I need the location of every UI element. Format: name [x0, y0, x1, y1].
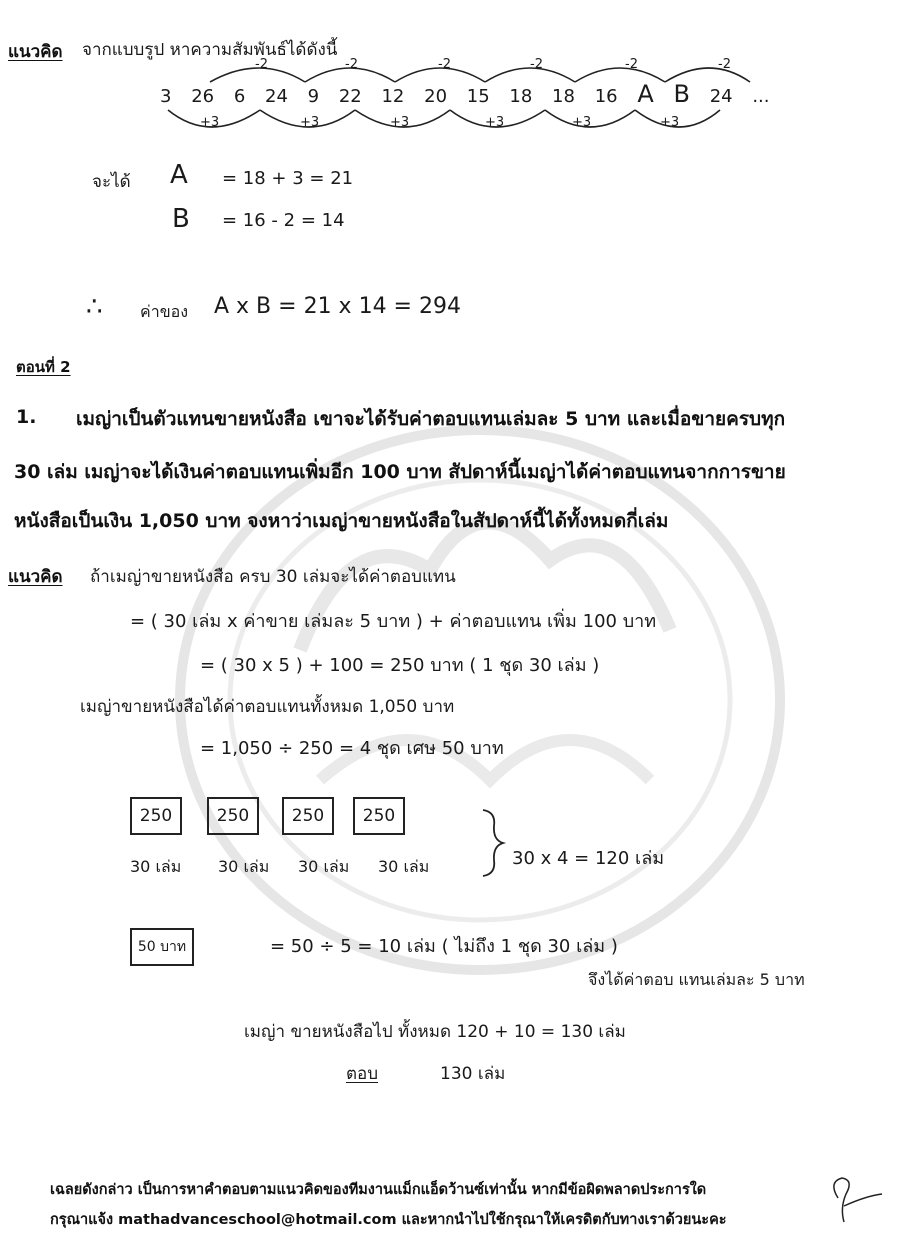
- therefore-symbol: ∴: [86, 292, 103, 322]
- seq-term: 6: [233, 86, 246, 107]
- total-line: เมญ่า ขายหนังสือไป ทั้งหมด 120 + 10 = 130 เล่ม: [244, 1022, 626, 1042]
- plus-label: +3: [390, 115, 410, 130]
- set-box: 250: [353, 797, 405, 835]
- set-box: 250: [282, 797, 334, 835]
- solution-line: เมญ่าขายหนังสือได้ค่าตอบแทนทั้งหมด 1,050 บาท: [80, 697, 455, 717]
- seq-term: 18: [552, 86, 575, 107]
- curly-brace: [478, 808, 508, 878]
- seq-term: A: [637, 80, 654, 108]
- box-caption: 30 เล่ม: [298, 857, 350, 876]
- section-heading: ตอนที่ 2: [16, 358, 71, 376]
- seq-term: 16: [594, 86, 618, 107]
- seq-term: 22: [338, 86, 362, 107]
- seq-term: 24: [265, 86, 288, 107]
- seq-term: 20: [424, 86, 448, 107]
- plus-label: +3: [200, 115, 220, 130]
- result-text: ค่าของ: [140, 302, 189, 321]
- plus-label: +3: [300, 115, 320, 130]
- var-b: B: [172, 204, 190, 234]
- therefore-word: จะได้: [92, 172, 131, 192]
- remainder-calc: = 50 ÷ 5 = 10 เล่ม ( ไม่ถึง 1 ชุด 30 เล่ม ): [270, 936, 618, 957]
- set-box: 250: [130, 797, 182, 835]
- solution-line: = ( 30 x 5 ) + 100 = 250 บาท ( 1 ชุด 30 เล่ม ): [200, 655, 600, 676]
- seq-term: 18: [509, 86, 533, 107]
- minus-label: -2: [718, 57, 731, 72]
- seq-term: 3: [160, 86, 172, 107]
- question-line: 30 เล่ม เมญ่าจะได้เงินค่าตอบแทนเพิ่มอีก 100 บาท สัปดาห์นี้เมญ่าได้ค่าตอบแทนจากการขาย: [14, 461, 786, 483]
- solution-label-2: แนวคิด: [8, 567, 63, 587]
- line-b-expr: = 16 - 2 = 14: [222, 210, 345, 231]
- solution-line: = ( 30 เล่ม x ค่าขาย เล่มละ 5 บาท ) + ค่าตอบแทน เพิ่ม 100 บาท: [130, 611, 657, 632]
- answer-value: 130 เล่ม: [440, 1064, 506, 1084]
- footer-line: กรุณาแจ้ง mathadvanceschool@hotmail.com และหากนำไปใช้กรุณาให้เครดิตกับทางเราด้วยนะคะ: [50, 1212, 727, 1228]
- question-number: 1.: [16, 406, 37, 428]
- answer-label: ตอบ: [346, 1064, 379, 1084]
- seq-term: 12: [381, 86, 405, 107]
- line-a-expr: = 18 + 3 = 21: [222, 168, 354, 189]
- minus-label: -2: [438, 57, 451, 72]
- plus-label: +3: [485, 115, 505, 130]
- box-caption: 30 เล่ม: [218, 857, 270, 876]
- remainder-box: 50 บาท: [130, 928, 194, 966]
- seq-term: 15: [466, 86, 490, 107]
- result-expr: A x B = 21 x 14 = 294: [214, 294, 461, 319]
- box-caption: 30 เล่ม: [130, 857, 182, 876]
- box-calc: 30 x 4 = 120 เล่ม: [512, 848, 665, 869]
- solution-line: ถ้าเมญ่าขายหนังสือ ครบ 30 เล่มจะได้ค่าตอบแทน: [90, 567, 456, 587]
- minus-label: -2: [255, 57, 268, 72]
- plus-label: +3: [660, 115, 680, 130]
- minus-label: -2: [530, 57, 543, 72]
- set-box: 250: [207, 797, 259, 835]
- minus-label: -2: [625, 57, 638, 72]
- seq-term: 24: [709, 86, 733, 107]
- seq-term: 9: [307, 86, 320, 107]
- number-sequence: [160, 80, 784, 108]
- remainder-note: จึงได้ค่าตอบ แทนเล่มละ 5 บาท: [588, 970, 805, 989]
- minus-label: -2: [345, 57, 358, 72]
- intro-text: จากแบบรูป หาความสัมพันธ์ได้ดังนี้: [82, 40, 338, 60]
- box-caption: 30 เล่ม: [378, 857, 430, 876]
- var-a: A: [170, 160, 188, 190]
- solution-line: = 1,050 ÷ 250 = 4 ชุด เศษ 50 บาท: [200, 738, 504, 759]
- seq-ellipsis: ...: [752, 86, 770, 107]
- solution-label-1: แนวคิด: [8, 42, 63, 62]
- question-line: เมญ่าเป็นตัวแทนขายหนังสือ เขาจะได้รับค่าตอบแทนเล่มละ 5 บาท และเมื่อขายครบทุก: [76, 408, 786, 430]
- seq-term: B: [673, 80, 690, 108]
- signature-mark: [820, 1172, 890, 1228]
- plus-label: +3: [572, 115, 592, 130]
- question-line: หนังสือเป็นเงิน 1,050 บาท จงหาว่าเมญ่าขายหนังสือในสัปดาห์นี้ได้ทั้งหมดกี่เล่ม: [14, 510, 669, 532]
- seq-term: 26: [191, 86, 215, 107]
- footer-line: เฉลยดังกล่าว เป็นการหาคำตอบตามแนวคิดของทีมงานแม็กแอ็ดว้านซ์เท่านั้น หากมีข้อผิดพลาดประการใด: [50, 1182, 707, 1198]
